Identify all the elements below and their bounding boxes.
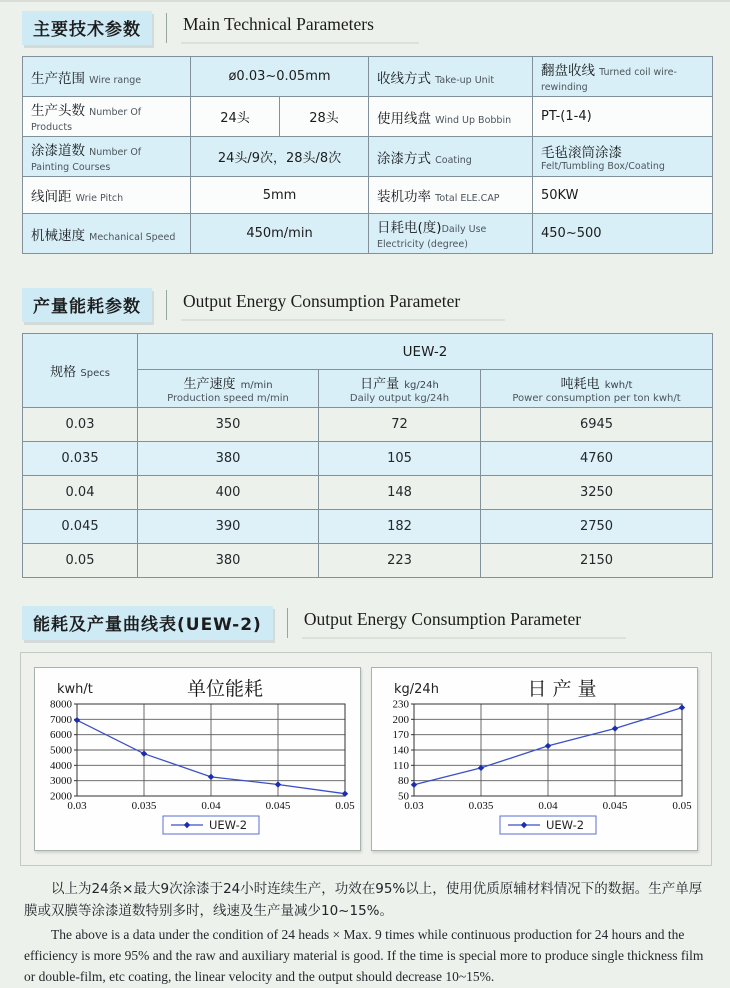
param-label-en: Daily Use Electricity (degree)	[377, 224, 487, 250]
svg-text:单位能耗: 单位能耗	[186, 678, 264, 700]
svg-text:日 产 量: 日 产 量	[527, 678, 597, 700]
table-row	[23, 214, 713, 254]
param-label-zh: 生产头数	[31, 103, 85, 119]
param-label-zh: 机械速度	[31, 227, 85, 244]
param-value-en: Felt/Tumbling Box/Coating	[541, 161, 665, 172]
table-header-row	[23, 334, 713, 370]
param-value-cell: 28头	[280, 97, 369, 137]
svg-text:kg/24h: kg/24h	[394, 682, 439, 697]
param-label-zh: 涂漆道数	[31, 143, 85, 159]
param-value-cell: 5mm	[191, 177, 369, 214]
spec-cell: 0.045	[23, 510, 138, 544]
param-label-cell	[369, 97, 533, 137]
param-label-zh: 日耗电(度)	[377, 220, 442, 236]
param-label-en: Take-up Unit	[435, 74, 495, 86]
svg-text:0.05: 0.05	[335, 800, 355, 812]
svg-text:0.04: 0.04	[201, 800, 221, 812]
param-label-cell	[23, 57, 191, 97]
param-label-zh: 涂漆方式	[377, 150, 432, 167]
footnote-english: The above is a data under the condition of 24 heads × Max. 9 times while continuous production for 24 hours and the efficiency is more 95% and the raw and auxiliary material is good. If the time is special more to produce single thickness film or double-film, etc coating, the linear velocity and the output should decrease 10~15%.	[24, 927, 704, 985]
section-3-badge: 能耗及产量曲线表(UEW-2)	[22, 606, 273, 640]
param-label-cell	[23, 177, 191, 214]
svg-text:2000: 2000	[50, 790, 72, 803]
param-label-zh: 使用线盘	[377, 110, 432, 127]
table-row	[23, 57, 713, 97]
section-divider	[166, 13, 167, 43]
table-row	[23, 177, 713, 214]
section-2-title: Output Energy Consumption Parameter	[181, 289, 505, 321]
speed-cell: 350	[138, 408, 319, 442]
svg-text:0.03: 0.03	[67, 800, 87, 812]
section-1-header	[22, 11, 712, 45]
top-rule	[0, 0, 730, 2]
footnote-chinese: 以上为24条×最大9次涂漆于24小时连续生产，功效在95%以上，使用优质原辅材料情况下的数据。生产单厚膜或双膜等涂漆道数特别多时，线速及生产量减少10~15%。	[24, 881, 703, 919]
svg-text:230: 230	[392, 698, 409, 711]
column-header-unit: kg/24h	[404, 380, 439, 391]
section-divider	[287, 608, 288, 638]
param-label-en: Wind Up Bobbin	[435, 114, 512, 126]
speed-cell: 390	[138, 510, 319, 544]
section-1-badge: 主要技术参数	[22, 11, 152, 45]
spec-cell: 0.03	[23, 408, 138, 442]
column-header-en: Power consumption per ton kwh/t	[512, 393, 681, 404]
output-cell: 105	[319, 442, 481, 476]
table-row	[23, 408, 713, 442]
spec-cell: 0.05	[23, 544, 138, 578]
param-label-zh: 装机功率	[377, 189, 432, 205]
svg-text:0.035: 0.035	[468, 800, 494, 812]
section-2-badge: 产量能耗参数	[22, 288, 152, 322]
param-value-cell	[533, 57, 713, 97]
svg-text:0.05: 0.05	[672, 800, 692, 812]
svg-text:80: 80	[398, 775, 409, 788]
spec-cell: 0.04	[23, 476, 138, 510]
svg-text:0.045: 0.045	[265, 800, 291, 812]
param-label-en: Number Of Painting Courses	[31, 147, 142, 173]
svg-text:50: 50	[398, 790, 409, 803]
section-3-header	[22, 606, 712, 640]
specs-header-zh: 规格	[50, 365, 77, 380]
svg-text:4000: 4000	[50, 759, 72, 772]
column-header-speed	[138, 370, 319, 408]
param-label-cell	[23, 214, 191, 254]
svg-text:0.04: 0.04	[538, 800, 558, 812]
param-label-en: Wire range	[89, 74, 142, 86]
speed-cell: 380	[138, 544, 319, 578]
power-cell: 3250	[481, 476, 713, 510]
param-label-en: Total ELE.CAP	[435, 193, 500, 204]
param-value-cell	[533, 137, 713, 177]
power-cell: 2150	[481, 544, 713, 578]
spec-cell: 0.035	[23, 442, 138, 476]
svg-text:7000: 7000	[50, 713, 72, 726]
param-label-en: Mechanical Speed	[89, 231, 176, 243]
output-cell: 148	[319, 476, 481, 510]
svg-text:3000: 3000	[50, 775, 72, 788]
svg-text:0.045: 0.045	[602, 800, 628, 812]
svg-text:5000: 5000	[50, 744, 72, 757]
column-header-unit: m/min	[240, 380, 273, 391]
column-header-en: Production speed m/min	[167, 393, 289, 404]
param-value-cell: ø0.03~0.05mm	[191, 57, 369, 97]
table-row	[23, 510, 713, 544]
output-energy-table	[22, 333, 713, 578]
param-label-cell	[369, 214, 533, 254]
svg-text:0.03: 0.03	[404, 800, 424, 812]
charts-container	[20, 652, 712, 866]
svg-text:UEW-2: UEW-2	[546, 818, 585, 832]
column-header-output	[319, 370, 481, 408]
svg-text:8000: 8000	[50, 698, 72, 711]
param-label-en: Coating	[435, 154, 472, 166]
param-label-zh: 收线方式	[377, 70, 432, 87]
column-header-zh: 日产量	[360, 377, 400, 392]
table-row	[23, 476, 713, 510]
param-label-cell	[369, 57, 533, 97]
table-row	[23, 97, 713, 137]
svg-text:200: 200	[392, 713, 409, 726]
column-header-en: Daily output kg/24h	[349, 393, 450, 404]
param-value-cell: 450~500	[533, 214, 713, 254]
param-value-cell: 450m/min	[191, 214, 369, 254]
unit-energy-chart	[34, 667, 361, 851]
svg-text:UEW-2: UEW-2	[209, 818, 248, 832]
svg-text:140: 140	[392, 744, 409, 757]
svg-text:6000: 6000	[50, 729, 72, 742]
param-value-cell: PT-(1-4)	[533, 97, 713, 137]
param-value-zh: 翻盘收线	[541, 63, 596, 79]
section-2-header	[22, 288, 712, 322]
column-header-power	[481, 370, 713, 408]
section-divider	[166, 290, 167, 320]
param-value-cell: 24头	[191, 97, 280, 137]
power-cell: 6945	[481, 408, 713, 442]
param-label-en: Number Of Products	[31, 107, 142, 133]
svg-text:0.035: 0.035	[131, 800, 157, 812]
section-3-title: Output Energy Consumption Parameter	[302, 607, 626, 639]
svg-text:170: 170	[392, 729, 409, 742]
column-header-zh: 生产速度	[183, 377, 236, 392]
main-parameters-table	[22, 56, 713, 254]
section-1-title: Main Technical Parameters	[181, 12, 419, 44]
power-cell: 4760	[481, 442, 713, 476]
footnote	[24, 879, 706, 988]
svg-text:110: 110	[392, 759, 409, 772]
specs-header-en: Specs	[80, 368, 110, 379]
output-cell: 182	[319, 510, 481, 544]
param-label-cell	[23, 137, 191, 177]
table-row	[23, 442, 713, 476]
specs-header-cell	[23, 334, 138, 408]
param-value-zh: 毛毡滚筒涂漆	[541, 145, 623, 161]
model-group-header: UEW-2	[138, 334, 713, 370]
output-cell: 72	[319, 408, 481, 442]
param-value-cell: 50KW	[533, 177, 713, 214]
speed-cell: 400	[138, 476, 319, 510]
column-header-zh: 吨耗电	[560, 377, 600, 392]
param-label-cell	[23, 97, 191, 137]
param-value-cell: 24头/9次，28头/8次	[191, 137, 369, 177]
power-cell: 2750	[481, 510, 713, 544]
param-label-zh: 线间距	[31, 189, 72, 205]
param-label-cell	[369, 137, 533, 177]
param-label-en: Wrie Pitch	[75, 193, 124, 204]
speed-cell: 380	[138, 442, 319, 476]
output-cell: 223	[319, 544, 481, 578]
param-label-zh: 生产范围	[31, 70, 85, 87]
table-row	[23, 544, 713, 578]
column-header-unit: kwh/t	[604, 380, 633, 391]
param-label-cell	[369, 177, 533, 214]
daily-output-chart	[371, 667, 698, 851]
table-row	[23, 137, 713, 177]
svg-text:kwh/t: kwh/t	[57, 682, 93, 697]
param-value-en: Turned coil wire-rewinding	[541, 67, 677, 93]
